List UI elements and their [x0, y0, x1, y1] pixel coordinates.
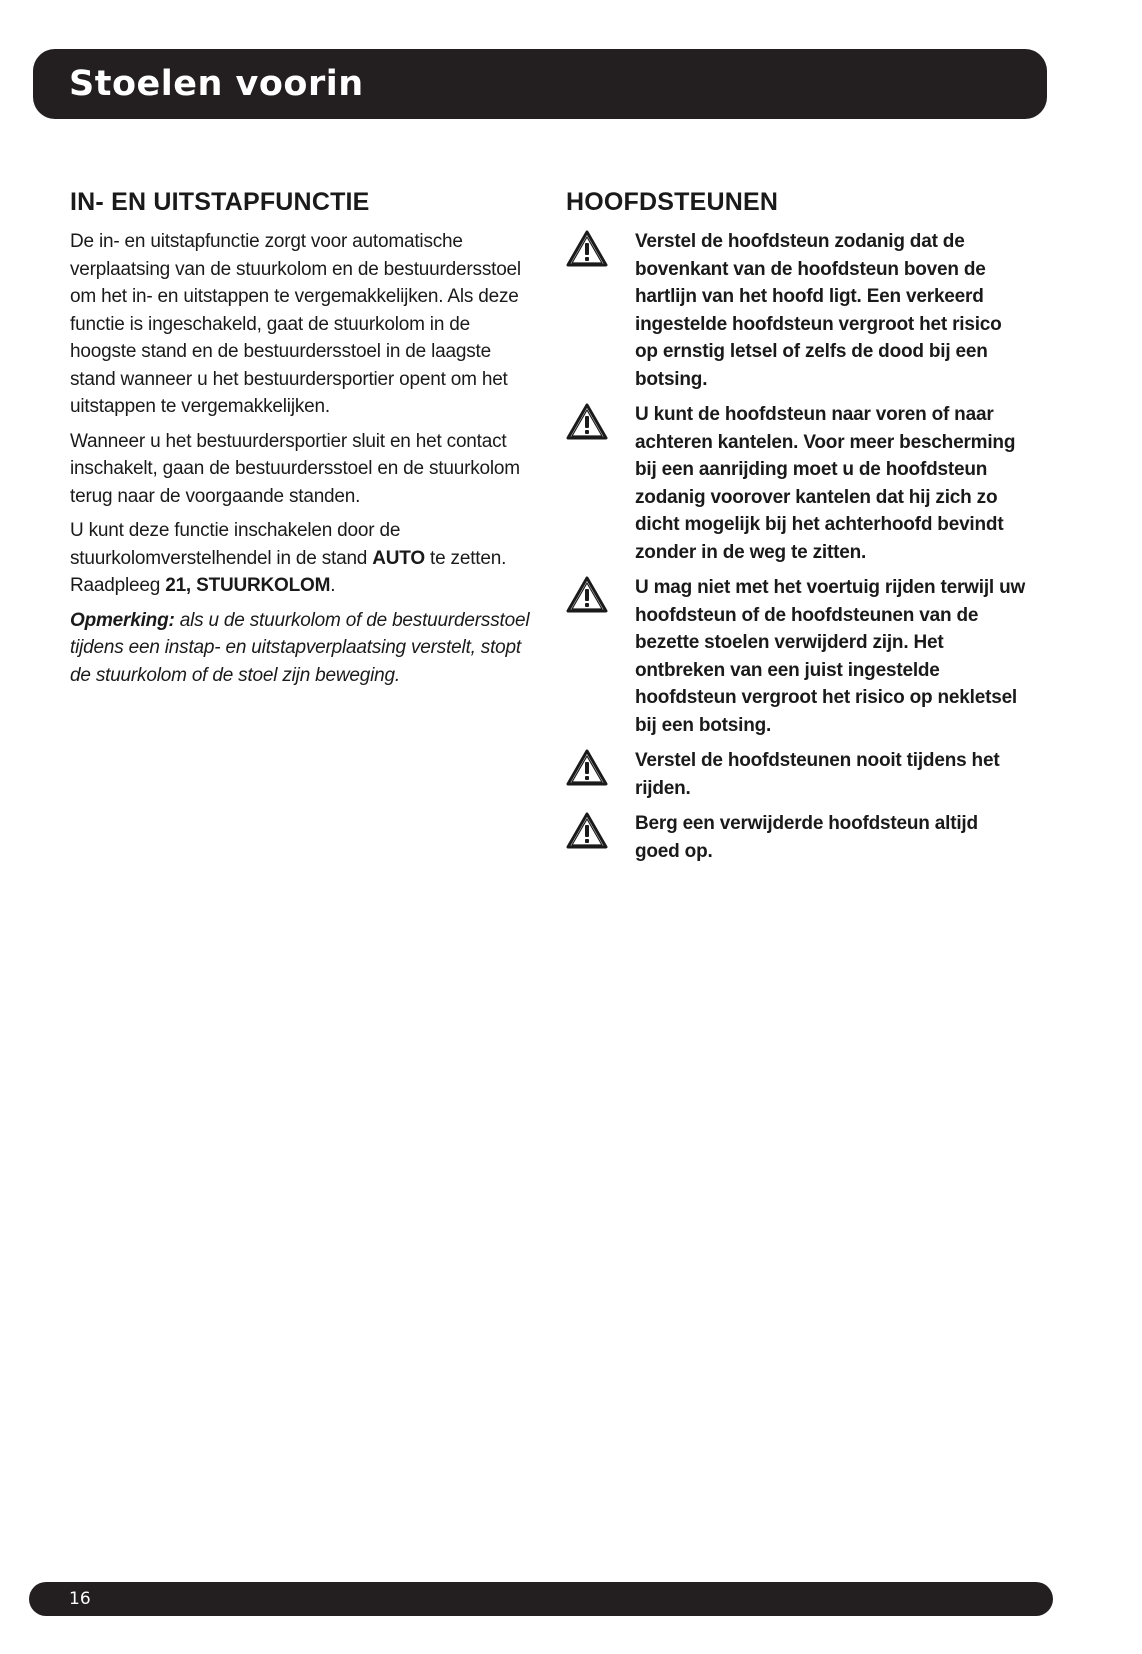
warning-item [566, 574, 1026, 739]
warning-item [566, 401, 1026, 566]
section-headrests [566, 186, 1026, 873]
warning-triangle-icon [566, 403, 608, 441]
warning-triangle-icon [566, 576, 608, 614]
section-heading-entry-exit: IN- EN UITSTAPFUNCTIE [70, 188, 370, 216]
page-title: Stoelen voorin [69, 64, 364, 104]
warning-triangle-icon [566, 749, 608, 787]
warning-triangle-icon [566, 230, 608, 268]
note-label: Opmerking: [70, 609, 175, 631]
section-entry-exit [70, 186, 530, 696]
note-paragraph [70, 607, 530, 690]
warning-text: U kunt de hoofdsteun naar voren of naar achteren kantelen. Voor meer bescherming bij een aanrijding moet u de hoofdsteun zodanig voorover kantelen dat hij zich zo dicht mogelijk bij het achterhoofd bevindt zonder in de weg te zitten. [635, 404, 1016, 563]
warning-text: Verstel de hoofdsteunen nooit tijdens het rijden. [635, 750, 1000, 799]
enable-text-1: U kunt deze functie inschakelen door de stuurkolomverstelhendel in de stand [70, 520, 401, 569]
enable-text-3: . [330, 575, 336, 596]
warning-item [566, 747, 1026, 802]
page-number: 16 [69, 1589, 91, 1609]
enable-text-2: te zetten. Raadpleeg [70, 547, 507, 596]
section-heading-headrests: HOOFDSTEUNEN [566, 188, 779, 216]
paragraph-closing-door: Wanneer u het bestuurdersportier sluit en het contact inschakelt, gaan de bestuurdersstoel en de stuurkolom terug naar de voorgaande standen. [70, 430, 520, 507]
warning-text: Verstel de hoofdsteun zodanig dat de bovenkant van de hoofdsteun boven de hartlijn van het hoofd ligt. Een verkeerd ingestelde hoofdsteun vergroot het risico op ernstig letsel of zelfs de dood bij een botsing. [635, 231, 1002, 390]
cross-reference: 21, STUURKOLOM [165, 575, 331, 596]
header-bar [33, 49, 1047, 119]
warning-item [566, 810, 1026, 865]
note-text: als u de stuurkolom of de bestuurdersstoel tijdens een instap- en uitstapverplaatsing verstelt, stopt de stuurkolom of de stoel zijn beweging. [70, 609, 530, 686]
paragraph-intro: De in- en uitstapfunctie zorgt voor automatische verplaatsing van de stuurkolom en de bestuurdersstoel om het in- en uitstappen te vergemakkelijken. Als deze functie is ingeschakeld, gaat de stuurkolom in de hoogste stand en de bestuurdersstoel in de laagste stand wanneer u het bestuurdersportier opent om het uitstappen te vergemakkelijken. [70, 231, 521, 417]
warning-item [566, 228, 1026, 393]
warning-triangle-icon [566, 812, 608, 850]
warning-text: U mag niet met het voertuig rijden terwijl uw hoofdsteun of de hoofdsteunen van de bezette stoelen verwijderd zijn. Het ontbreken van een juist ingestelde hoofdsteun vergroot het risico op nekletsel bij een botsing. [635, 577, 1026, 736]
warning-text: Berg een verwijderde hoofdsteun altijd goed op. [635, 813, 978, 862]
paragraph-enable [70, 517, 530, 600]
auto-keyword: AUTO [372, 547, 425, 569]
footer-bar [29, 1582, 1053, 1616]
